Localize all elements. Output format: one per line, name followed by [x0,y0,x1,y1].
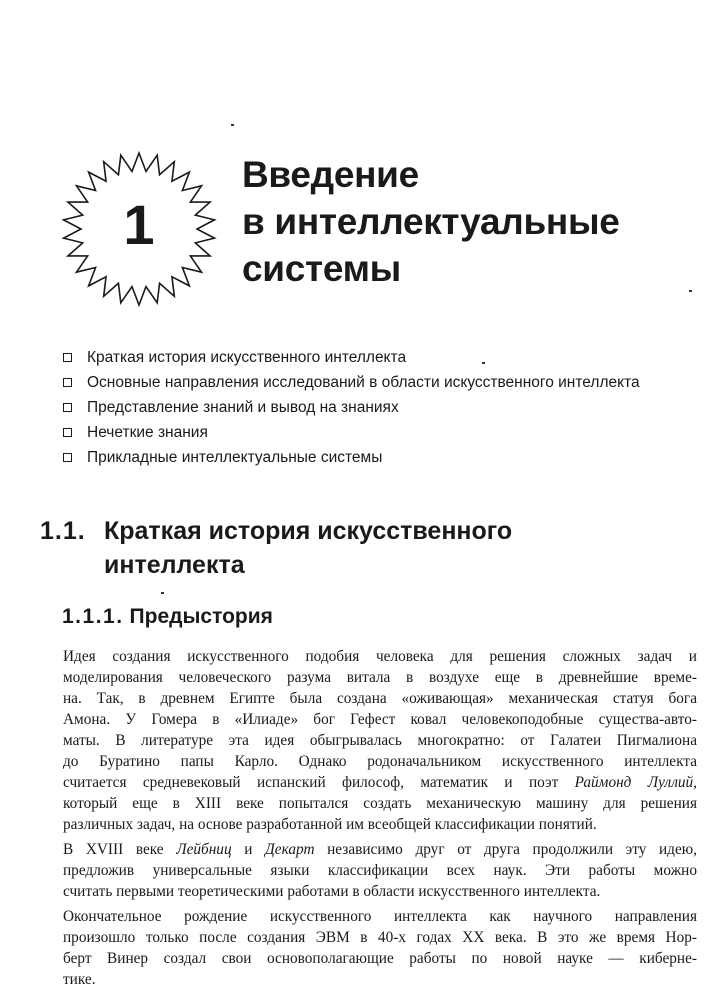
text-line: тике. [63,971,96,988]
text-line: Идея создания искусственного подобия человека для решения сложных задач и [63,648,697,665]
text-run: независимо друг от друга продолжили эту идею, [327,841,697,858]
checkbox-bullet-icon [63,403,72,412]
text-line: который еще в XIII веке попытался создать механическую машину для решения [63,795,697,812]
contents-item [63,448,693,468]
text-line: считать первыми теоретическими работами в области искусственного интеллекта. [63,883,601,900]
chapter-title [242,151,712,292]
person-name: Раймонд Луллий [574,774,694,791]
chapter-title-line: в интеллектуальные [242,201,620,242]
subsection-heading [62,602,273,632]
section-heading [40,514,680,582]
text-line [63,772,697,793]
section-title-line1: Краткая история искусственного [104,517,513,545]
checkbox-bullet-icon [63,453,72,462]
contents-item-label: Нечеткие знания [87,424,208,441]
scan-speck [689,290,692,292]
text-line: маты. В литературе эта идея обыгрывалась многократно: от Галатеи Пигмалиона [63,732,697,749]
contents-item [63,373,693,393]
contents-item-label: Основные направления исследований в области искусственного интеллекта [87,374,640,391]
contents-item-label: Прикладные интеллектуальные системы [87,449,383,466]
subsection-number: 1.1.1. [62,605,124,628]
contents-item-label: Представление знаний и вывод на знаниях [87,399,399,416]
text-run: , [693,774,697,791]
section-title-line2: интеллекта [104,551,245,579]
text-run: и [244,841,253,858]
body-text [63,646,697,994]
checkbox-bullet-icon [63,378,72,387]
text-run: В XVIII веке [63,841,164,858]
checkbox-bullet-icon [63,428,72,437]
text-line: различных задач, на основе разработанной им всеобщей классификации понятий. [63,816,597,833]
contents-item [63,423,693,443]
chapter-contents-list [63,348,693,473]
text-line: Окончательное рождение искусственного интеллекта как научного направления [63,908,697,925]
section-number: 1.1. [40,517,86,545]
text-line: произошло только после создания ЭВМ в 40-х годах XX века. В это же время Нор- [63,929,697,946]
text-line: на. Так, в древнем Египте была создана «оживающая» механическая статуя бога [63,690,697,707]
subsection-title: Предыстория [129,605,273,628]
scan-speck [161,592,164,594]
paragraph [63,646,697,835]
text-line: моделирования человеческого разума витала в воздухе еще в древнейшие време- [63,669,697,686]
text-line: предложив универсальные языки классификации всех наук. Эти работы можно [63,862,697,879]
checkbox-bullet-icon [63,353,72,362]
paragraph [63,839,697,902]
chapter-title-line: Введение [242,154,419,195]
text-line: берт Винер создал свои основополагающие работы по новой науке — киберне- [63,950,697,967]
chapter-badge [60,150,218,308]
contents-item [63,398,693,418]
scan-speck [482,362,485,364]
person-name: Лейбниц [176,841,232,858]
text-line: до Буратино папы Карло. Однако родоначальником искусственного интеллекта [63,753,697,770]
contents-item-label: Краткая история искусственного интеллекта [87,349,407,366]
scan-speck [231,124,234,126]
person-name: Декарт [265,841,315,858]
text-line [63,839,697,860]
chapter-title-line: системы [242,248,401,289]
text-line: Амона. У Гомера в «Илиаде» бог Гефест ковал человекоподобные существа-авто- [63,711,697,728]
chapter-number: 1 [123,193,155,256]
contents-item [63,348,693,368]
text-run: считается средневековый испанский философ, математик и поэт [63,774,559,791]
paragraph [63,906,697,990]
